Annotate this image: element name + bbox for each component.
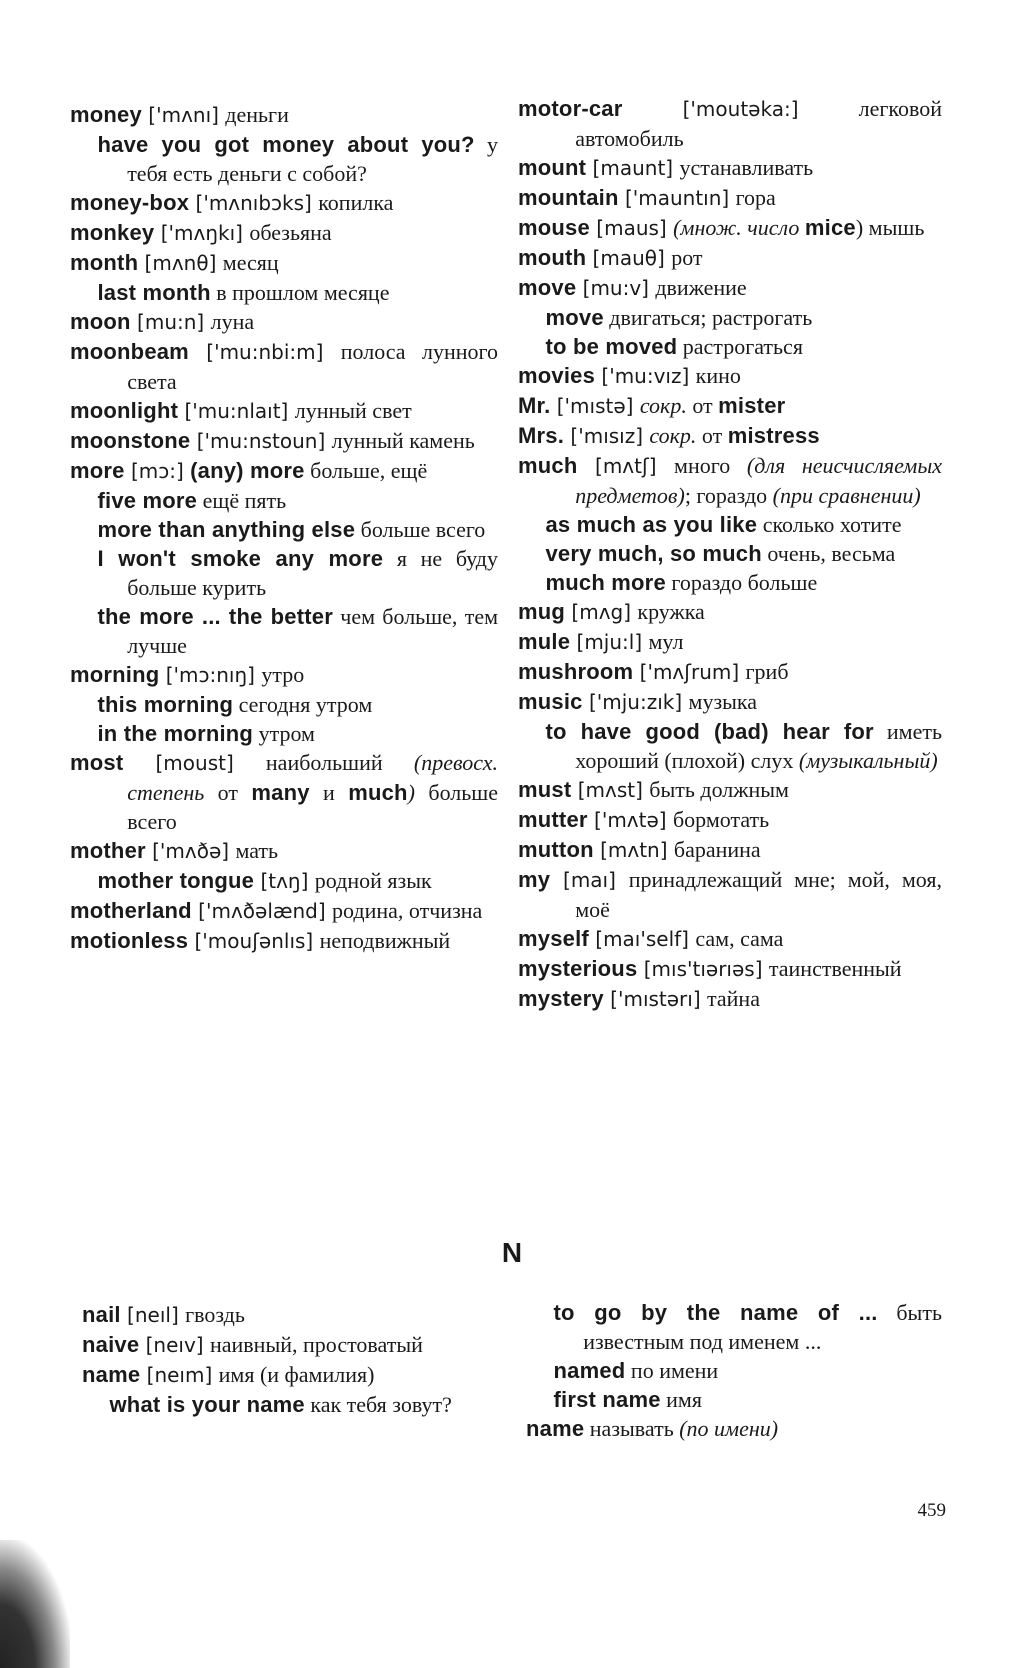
translation: чем больше, тем лучше (127, 604, 499, 658)
transcription: ['mʌnı] (141, 103, 226, 127)
dictionary-entry (518, 805, 942, 835)
translation: принадлежащий мне; мой, моя, моё (575, 867, 942, 922)
translation: ещё пять (197, 488, 287, 513)
transcription: ['mu:nlaıt] (178, 399, 295, 423)
translation: тайна (707, 986, 760, 1011)
translation: утром (253, 721, 315, 746)
translation: растрогаться (677, 334, 803, 359)
grammar-note: ) (407, 780, 415, 805)
translation: от (686, 393, 719, 418)
translation: кино (695, 363, 741, 388)
translation: сколько хотите (757, 512, 902, 537)
dictionary-subentry (526, 1385, 942, 1414)
headword: what is your name (109, 1392, 305, 1417)
grammar-note: (при сравнении) (772, 483, 921, 508)
transcription: [mauθ] (586, 246, 672, 270)
headword: mice (804, 215, 856, 240)
translation: от (204, 780, 252, 805)
dictionary-entry (518, 153, 942, 183)
headword: mushroom (518, 659, 634, 684)
grammar-note: (превосх. степень (127, 750, 498, 805)
headword: last month (97, 280, 211, 305)
dictionary-subentry (70, 515, 498, 544)
translation: наивный, простоватый (209, 1332, 423, 1357)
translation: ) мышь (855, 215, 925, 240)
headword: most (70, 750, 124, 775)
section-letter: N (501, 1237, 523, 1268)
dictionary-subentry (518, 539, 942, 568)
translation: музыка (688, 689, 758, 714)
translation: таинственный (768, 956, 902, 981)
dictionary-entry (70, 748, 498, 836)
grammar-note: (по имени) (679, 1416, 779, 1441)
transcription: [mıs'tıərıəs] (637, 957, 769, 981)
headword: I won't smoke any more (97, 546, 384, 571)
headword: nail (82, 1302, 121, 1327)
dictionary-subentry (70, 719, 498, 748)
headword: mule (518, 629, 571, 654)
headword: naive (82, 1332, 140, 1357)
transcription: ['mʌðəlænd] (191, 899, 333, 923)
headword: much (518, 453, 578, 478)
translation: утро (261, 662, 305, 687)
transcription: [maı] (550, 868, 629, 892)
transcription: ['mʌʃrum] (633, 660, 746, 684)
dictionary-entry (518, 865, 942, 924)
dictionary-entry (518, 627, 942, 657)
translation: быть должным (649, 777, 789, 802)
translation: рот (671, 245, 703, 270)
translation: баранина (673, 837, 761, 862)
translation: мул (648, 629, 684, 654)
transcription: ['mʌnıbɔks] (189, 191, 319, 215)
headword: to have good (bad) hear for (545, 719, 874, 744)
transcription: [maus] (589, 216, 674, 240)
headword: to go by the name of ... (553, 1300, 878, 1325)
dictionary-entry (70, 456, 498, 486)
headword: money-box (70, 190, 190, 215)
translation: копилка (318, 190, 394, 215)
headword: as much as you like (545, 512, 758, 537)
dictionary-entry (518, 954, 942, 984)
column-m-left (70, 100, 498, 956)
translation: родной язык (314, 868, 432, 893)
dictionary-entry (518, 421, 942, 451)
headword: five more (97, 488, 198, 513)
headword: mountain (518, 185, 619, 210)
translation: называть (584, 1416, 680, 1441)
transcription: ['moutəka:] (622, 97, 859, 121)
headword: more (70, 458, 125, 483)
translation: я не буду больше курить (127, 546, 498, 600)
headword: mouth (518, 245, 587, 270)
translation: иметь хороший (плохой) слух (575, 719, 943, 773)
transcription: ['mu:nbi:m] (188, 340, 341, 364)
dictionary-entry (518, 597, 942, 627)
dictionary-subentry (70, 866, 498, 896)
translation: у тебя есть деньги с собой? (127, 132, 498, 186)
translation: сам, сама (695, 926, 784, 951)
transcription: ['mɔ:nıŋ] (159, 663, 262, 687)
dictionary-entry (70, 426, 498, 456)
translation: от (696, 423, 728, 448)
headword: name (526, 1416, 585, 1441)
headword: much (348, 780, 408, 805)
translation: больше всего (127, 780, 498, 834)
dictionary-entry (70, 836, 498, 866)
dictionary-subentry (70, 690, 498, 719)
transcription: [neım] (140, 1363, 219, 1387)
dictionary-entry (518, 94, 942, 153)
headword: mystery (518, 986, 604, 1011)
transcription: [neıl] (120, 1303, 186, 1327)
dictionary-entry (70, 100, 498, 130)
headword: first name (553, 1387, 661, 1412)
transcription: [mʌst] (571, 778, 650, 802)
translation: полоса лунного света (127, 339, 498, 394)
page-number: 459 (917, 1500, 946, 1521)
dictionary-entry (70, 307, 498, 337)
column-m-right (518, 94, 942, 1014)
dictionary-entry (518, 243, 942, 273)
headword: motor-car (518, 96, 623, 121)
headword: music (518, 689, 583, 714)
translation: месяц (222, 250, 279, 275)
dictionary-entry (518, 361, 942, 391)
dictionary-subentry (518, 717, 942, 775)
translation: имя (660, 1387, 702, 1412)
translation: много (674, 453, 747, 478)
translation: гриб (745, 659, 789, 684)
transcription: ['mʌŋkı] (154, 221, 250, 245)
headword: name (82, 1362, 141, 1387)
translation: как тебя зовут? (304, 1392, 452, 1417)
headword: month (70, 250, 139, 275)
translation: гора (735, 185, 776, 210)
translation: двигаться; растрогать (603, 305, 813, 330)
translation: устанавливать (679, 155, 814, 180)
headword: mutter (518, 807, 588, 832)
transcription: ['mouʃənlıs] (188, 929, 320, 953)
translation: бормотать (672, 807, 770, 832)
headword: money (70, 102, 142, 127)
translation: обезьяна (249, 220, 332, 245)
headword: have you got money about you? (97, 132, 475, 157)
headword: must (518, 777, 572, 802)
dictionary-subentry (70, 278, 498, 307)
translation: больше, ещё (304, 458, 428, 483)
translation: неподвижный (319, 928, 451, 953)
dictionary-entry (526, 1414, 942, 1443)
transcription: [mʌg] (565, 600, 638, 624)
transcription: [mʌtʃ] (577, 454, 675, 478)
translation: родина, отчизна (332, 898, 483, 923)
dictionary-entry (70, 337, 498, 396)
dictionary-entry (70, 926, 498, 956)
headword: mother (70, 838, 146, 863)
transcription: ['mısız] (564, 424, 650, 448)
dictionary-entry (518, 775, 942, 805)
dictionary-entry (70, 188, 498, 218)
dictionary-entry (82, 1360, 500, 1390)
headword: mother tongue (97, 868, 255, 893)
dictionary-entry (70, 660, 498, 690)
headword: this morning (97, 692, 234, 717)
translation: имя (и фамилия) (218, 1362, 375, 1387)
headword: mister (718, 393, 786, 418)
translation: лунный свет (294, 398, 412, 423)
dictionary-entry (518, 183, 942, 213)
transcription: [moust] (123, 751, 266, 775)
headword: much more (545, 570, 666, 595)
headword: movies (518, 363, 596, 388)
headword: mount (518, 155, 587, 180)
headword: monkey (70, 220, 155, 245)
dictionary-subentry (518, 568, 942, 597)
translation: луна (210, 309, 255, 334)
column-n-left (82, 1300, 500, 1419)
dictionary-subentry (70, 486, 498, 515)
dictionary-subentry (70, 602, 498, 660)
headword: motionless (70, 928, 189, 953)
headword: move (545, 305, 604, 330)
transcription: [mu:v] (576, 276, 656, 300)
dictionary-entry (70, 218, 498, 248)
transcription: [neıv] (139, 1333, 210, 1357)
headword: moon (70, 309, 131, 334)
translation: сегодня утром (233, 692, 373, 717)
dictionary-subentry (526, 1298, 942, 1356)
translation: в прошлом месяце (210, 280, 390, 305)
transcription: [mju:l] (570, 630, 649, 654)
headword: myself (518, 926, 589, 951)
translation: деньги (225, 102, 289, 127)
translation: быть известным под именем ... (583, 1300, 942, 1354)
grammar-note: сокр. (649, 423, 697, 448)
dictionary-subentry (518, 303, 942, 332)
headword: (any) more (190, 458, 305, 483)
headword: named (553, 1358, 626, 1383)
headword: mutton (518, 837, 594, 862)
headword: mug (518, 599, 566, 624)
headword: in the morning (97, 721, 254, 746)
dictionary-subentry (70, 130, 498, 188)
headword: motherland (70, 898, 192, 923)
headword: many (251, 780, 310, 805)
dictionary-entry (518, 451, 942, 510)
translation: наибольший (265, 750, 414, 775)
translation: больше всего (355, 517, 486, 542)
translation: и (309, 780, 349, 805)
headword: moonstone (70, 428, 191, 453)
transcription: [maunt] (586, 156, 680, 180)
transcription: ['mʌðə] (145, 839, 236, 863)
dictionary-entry (518, 391, 942, 421)
dictionary-entry (82, 1330, 500, 1360)
column-n-right (526, 1298, 942, 1443)
dictionary-entry (518, 657, 942, 687)
translation: очень, весьма (761, 541, 896, 566)
transcription: ['mu:nstoun] (190, 429, 332, 453)
translation: по имени (625, 1358, 719, 1383)
transcription: ['mıstərı] (603, 987, 707, 1011)
headword: mysterious (518, 956, 638, 981)
translation: ; гораздо (684, 483, 773, 508)
headword: more than anything else (97, 517, 356, 542)
transcription: ['mıstə] (550, 394, 640, 418)
translation: гораздо больше (665, 570, 818, 595)
headword: mouse (518, 215, 590, 240)
dictionary-entry (82, 1300, 500, 1330)
dictionary-entry (518, 984, 942, 1014)
dictionary-subentry (518, 332, 942, 361)
dictionary-subentry (70, 544, 498, 602)
transcription: ['mauntın] (618, 186, 736, 210)
translation: легковой автомобиль (575, 96, 942, 151)
dictionary-entry (518, 687, 942, 717)
headword: moonbeam (70, 339, 189, 364)
transcription: [mu:n] (130, 310, 211, 334)
dictionary-entry (518, 835, 942, 865)
headword: very much, so much (545, 541, 762, 566)
headword: mistress (727, 423, 820, 448)
headword: moonlight (70, 398, 179, 423)
grammar-note: (для неисчисляемых предметов) (575, 453, 943, 508)
headword: to be moved (545, 334, 678, 359)
dictionary-entry (518, 924, 942, 954)
headword: move (518, 275, 577, 300)
transcription: [mʌnθ] (138, 251, 223, 275)
grammar-note: сокр. (639, 393, 687, 418)
grammar-note: (музыкальный) (798, 748, 938, 773)
translation: кружка (637, 599, 705, 624)
dictionary-subentry (526, 1356, 942, 1385)
translation: мать (235, 838, 279, 863)
grammar-note: (множ. число (673, 215, 800, 240)
transcription: [tʌŋ] (254, 869, 315, 893)
dictionary-entry (518, 273, 942, 303)
dictionary-subentry (518, 510, 942, 539)
translation: гвоздь (185, 1302, 245, 1327)
headword: my (518, 867, 551, 892)
transcription: ['mu:vız] (595, 364, 696, 388)
dictionary-entry (70, 396, 498, 426)
headword: Mr. (518, 393, 551, 418)
dictionary-entry (518, 213, 942, 243)
dictionary-subentry (82, 1390, 500, 1419)
transcription: [maı'self] (588, 927, 696, 951)
page-edge-blot (0, 1540, 70, 1668)
headword: Mrs. (518, 423, 565, 448)
translation: лунный камень (331, 428, 475, 453)
transcription: [mʌtn] (593, 838, 674, 862)
transcription: ['mʌtə] (587, 808, 673, 832)
dictionary-entry (70, 896, 498, 926)
translation: движение (655, 275, 747, 300)
transcription: [mɔ:] (124, 459, 191, 483)
headword: morning (70, 662, 160, 687)
transcription: ['mju:zık] (582, 690, 689, 714)
dictionary-entry (70, 248, 498, 278)
headword: the more ... the better (97, 604, 333, 629)
